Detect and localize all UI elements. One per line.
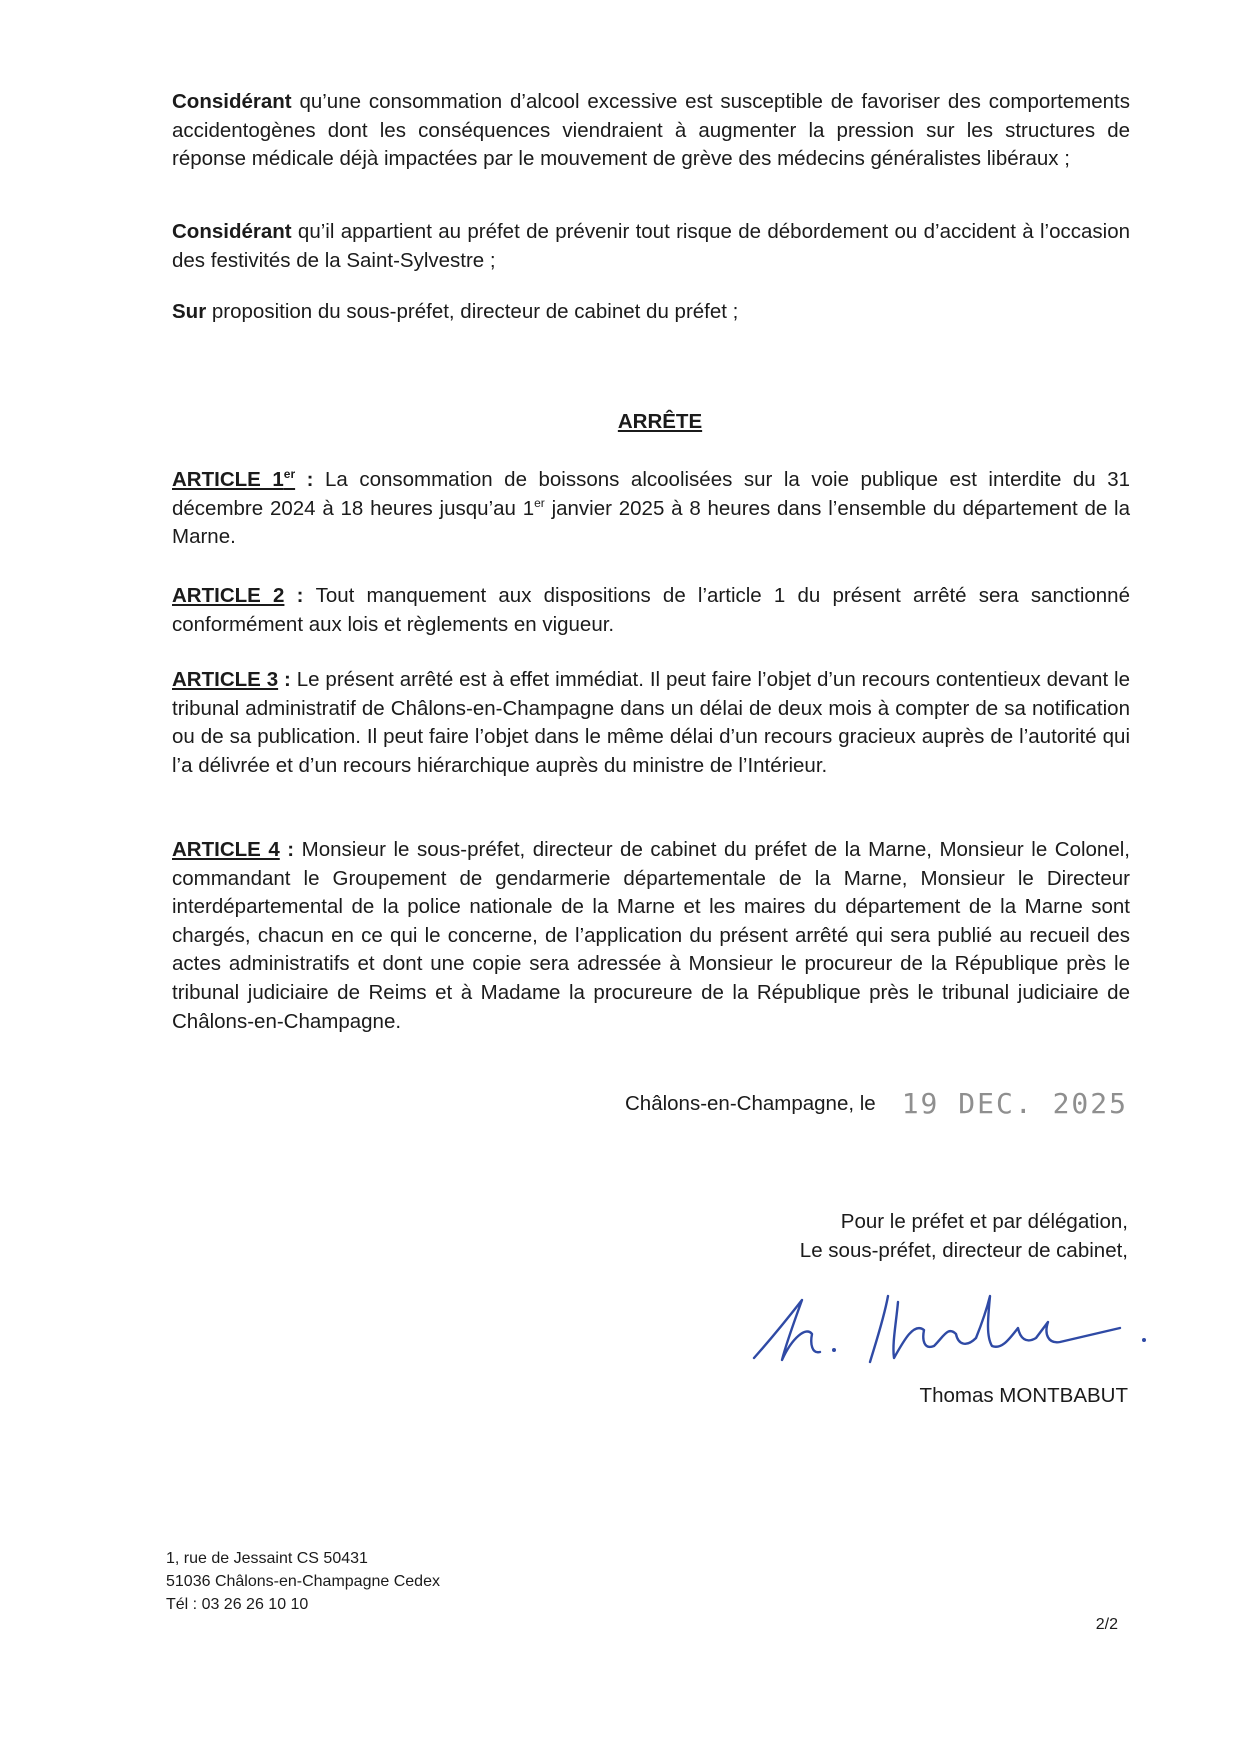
article-3-sep: : [278, 668, 297, 691]
considerant-alcohol [172, 88, 1130, 174]
address-line-1: 1, rue de Jessaint CS 50431 [166, 1550, 368, 1567]
considerant-prefect [172, 218, 1130, 275]
signatory-title: Le sous-préfet, directeur de cabinet, [799, 1238, 1128, 1262]
article-1 [172, 466, 1130, 552]
signature-block [800, 1208, 1128, 1265]
article-1-sep: : [295, 468, 325, 491]
proposal-lead: Sur [172, 300, 207, 323]
article-1-label: ARTICLE 1er [172, 467, 296, 491]
decree-title: ARRÊTE [617, 410, 703, 433]
article-2-label: ARTICLE 2 [172, 584, 285, 607]
considerant-lead: Considérant [172, 220, 292, 243]
considerant-lead: Considérant [172, 90, 292, 113]
proposal-line [172, 298, 1130, 327]
handwritten-signature [748, 1278, 1198, 1380]
phone-line: Tél : 03 26 26 10 10 [166, 1596, 309, 1613]
considerant-text: qu’il appartient au préfet de prévenir tout risque de débordement ou d’accident à l’occasion des festivités de la Saint-Sylvestre ; [172, 220, 1130, 272]
article-1-sup: er [534, 495, 545, 510]
considerant-text: qu’une consommation d’alcool excessive est susceptible de favoriser des comportements accidentogènes dont les conséquences viendraient à augmenter la pression sur les structures de réponse médicale déjà impactées par le mouvement de grève des médecins généralistes libéraux ; [172, 90, 1130, 171]
signatory-name: Thomas MONTBABUT [919, 1384, 1128, 1407]
dateline-place: Châlons-en-Champagne, le [624, 1092, 876, 1115]
article-3 [172, 666, 1130, 780]
article-1-text: La consommation de boissons alcoolisées sur la voie publique est interdite du 31 décembre 2024 à 18 heures jusqu’au 1 [172, 468, 1131, 520]
article-4 [172, 836, 1130, 1036]
article-1-text-end: janvier 2025 à 8 heures dans l’ensemble du département de la Marne. [172, 496, 1130, 549]
date-stamp: 19 DEC. 2025 [901, 1087, 1128, 1120]
article-3-label: ARTICLE 3 [172, 668, 279, 691]
article-2-text: Tout manquement aux dispositions de l’article 1 du présent arrêté sera sanctionné conformément aux lois et règlements en vigueur. [172, 584, 1130, 636]
dateline [624, 1087, 1128, 1120]
address-line-2: 51036 Châlons-en-Champagne Cedex [166, 1573, 440, 1590]
article-3-text: Le présent arrêté est à effet immédiat. Il peut faire l’objet d’un recours contentieux devant le tribunal administratif de Châlons-en-Champagne dans un délai de deux mois à compter de sa notification ou de sa publication. Il peut faire l’objet dans le même délai d’un recours gracieux auprès de l’autorité qui l’a délivrée et d’un recours hiérarchique auprès du ministre de l’Intérieur. [172, 668, 1130, 777]
footer-address [166, 1547, 440, 1616]
article-4-sep: : [279, 838, 302, 861]
article-2 [172, 582, 1130, 639]
article-4-label: ARTICLE 4 [172, 838, 280, 861]
page-number: 2/2 [1095, 1616, 1118, 1633]
proposal-text: proposition du sous-préfet, directeur de cabinet du préfet ; [206, 300, 739, 323]
article-4-text: Monsieur le sous-préfet, directeur de cabinet du préfet de la Marne, Monsieur le Colonel, commandant le Groupement de gendarmerie départementale de la Marne, Monsieur le Directeur interdépartemental de la police nationale de la Marne et les maires du département de la Marne sont chargés, chacun en ce qui le concerne, de l’application du présent arrêté qui sera publié au recueil des actes administratifs et dont une copie sera adressée à Monsieur le procureur de la République près le tribunal judiciaire de Reims et à Madame la procureure de la République près le tribunal judiciaire de Châlons-en-Champagne. [172, 838, 1130, 1033]
delegation-line: Pour le préfet et par délégation, [840, 1210, 1128, 1233]
article-2-sep: : [284, 584, 316, 607]
